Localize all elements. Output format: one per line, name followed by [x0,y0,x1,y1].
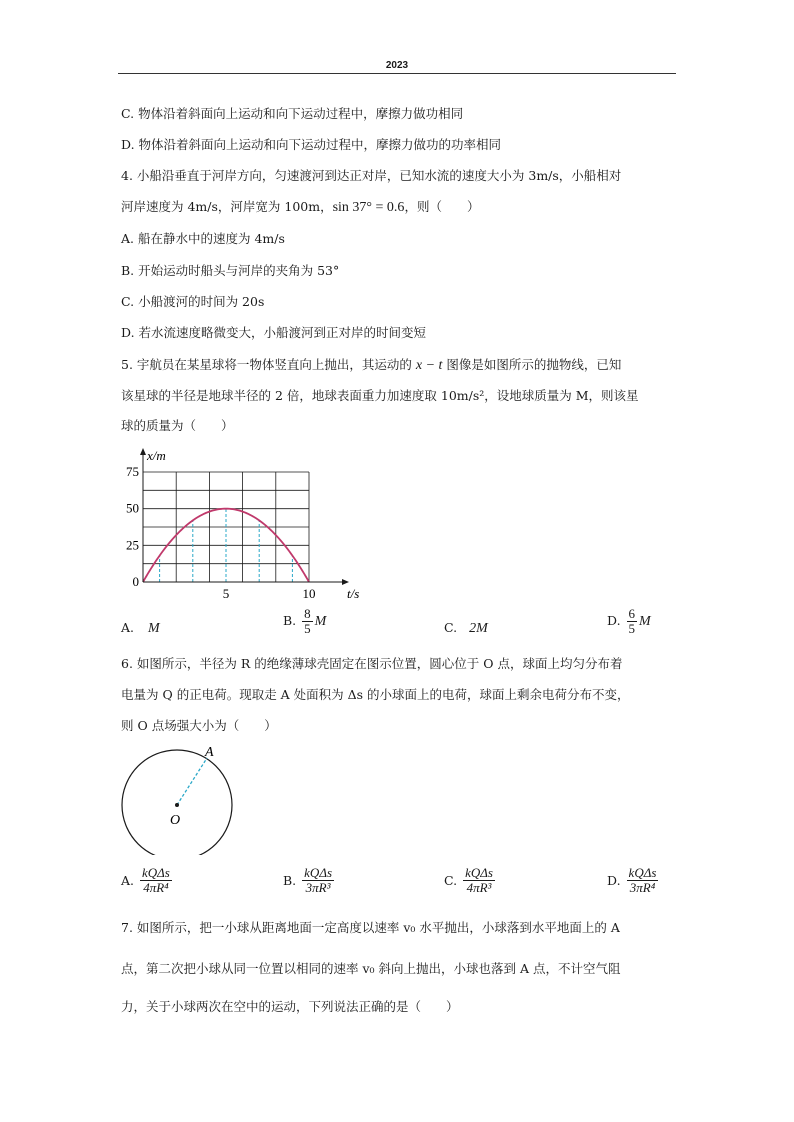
x-axis-arrow [342,579,349,585]
point-a-label: A [205,745,214,760]
x-axis-label: t/s [347,586,360,601]
q3-option-c: C. 物体沿着斜面向上运动和向下运动过程中，摩擦力做功相同 [121,106,464,121]
q7-stem-line3: 力，关于小球两次在空中的运动，下列说法正确的是（ ） [121,999,459,1014]
y-tick-label: 50 [126,500,139,516]
q7-stem-line1: 7. 如图所示，把一小球从距离地面一定高度以速率 v₀ 水平抛出，小球落到水平地面上的 A [121,920,620,935]
sphere-shell [122,750,232,855]
option-value: M [148,621,160,636]
numerator: 8 [304,606,311,621]
option-label: D. [607,613,621,628]
q4-stem-tail: ，则（ ） [404,199,480,214]
header-year: 2023 [385,60,409,71]
q5-stem-line3: 球的质量为（ ） [121,418,234,433]
fraction [463,866,495,895]
q4-stem-line2 [121,199,479,216]
q7-stem-line2: 点，第二次把小球从同一位置以相同的速率 v₀ 斜向上抛出，小球也落到 A 点，不计空气阻 [121,961,621,976]
q4-option-a: A. 船在静水中的速度为 4m/s [121,231,285,246]
q4-option-b: B. 开始运动时船头与河岸的夹角为 53° [121,263,340,278]
q4-stem-text: 河岸速度为 4m/s，河岸宽为 100m， [121,199,333,214]
fraction [627,866,659,895]
numerator: kQΔs [304,865,333,880]
option-label: A. [121,620,135,635]
denominator: 5 [304,621,311,636]
numerator: kQΔs [142,865,170,880]
y-tick-label: 25 [126,537,139,553]
q4-stem-line1: 4. 小船沿垂直于河岸方向，匀速渡河到达正对岸，已知水流的速度大小为 3m/s，小船相对 [121,168,622,183]
option-label: C. [444,620,458,635]
q4-sine-expression: sin 37° = 0.6 [332,200,405,215]
numerator: kQΔs [628,865,657,880]
numerator: kQΔs [465,865,493,880]
q5-option-a [121,620,160,637]
denominator: 3πR⁴ [629,880,656,895]
x-tick-label: 5 [222,586,230,601]
q4-option-d: D. 若水流速度略微变大，小船渡河到正对岸的时间变短 [121,325,427,340]
q4-option-c: C. 小船渡河的时间为 20s [121,294,265,309]
fraction [140,866,172,895]
numerator: 6 [628,606,636,621]
option-label: B. [283,613,297,628]
denominator: 4πR³ [466,880,492,895]
denominator: 4πR⁴ [143,880,169,895]
y-axis-arrow [140,448,146,455]
option-label: D. [607,873,621,888]
x-tick-label: 10 [302,586,316,601]
header-divider [118,73,676,74]
radius-dashed-line [177,758,207,805]
q5-option-d [607,607,651,636]
y-tick-label: 75 [126,464,139,479]
fraction [627,607,638,636]
q5-stem-text: 5. 宇航员在某星球将一物体竖直向上抛出，其运动的 [121,357,416,372]
option-variable: M [314,614,327,629]
option-value: 2M [469,621,488,636]
q6-stem-line1: 6. 如图所示，半径为 R 的绝缘薄球壳固定在图示位置，圆心位于 O 点，球面上均匀分布着 [121,656,623,671]
q6-stem-line2: 电量为 Q 的正电荷。现取走 A 处面积为 Δs 的小球面上的电荷，球面上剩余电荷分布不变， [121,687,630,702]
center-point [175,803,179,807]
q6-option-d [607,866,660,895]
xt-graph [115,440,365,605]
q6-stem-line3: 则 O 点场强大小为（ ） [121,718,277,733]
option-label: B. [283,873,297,888]
q5-stem-line1 [121,357,621,374]
q6-option-b [283,866,336,895]
q6-option-a [121,866,174,895]
center-o-label: O [170,813,181,828]
q5-option-b [283,607,326,636]
fraction [302,607,313,636]
fraction [302,866,334,895]
option-label: C. [444,873,458,888]
y-axis-label: x/m [147,448,166,463]
y-tick-label: 0 [132,574,139,589]
sphere-diagram [118,740,243,855]
denominator: 3πR³ [305,880,331,895]
denominator: 5 [628,621,636,636]
option-variable: M [639,614,651,629]
q5-option-c [444,620,488,637]
q6-option-c [444,866,497,895]
q5-stem-tail: 图像是如图所示的抛物线，已知 [442,357,622,372]
q3-option-d: D. 物体沿着斜面向上运动和向下运动过程中，摩擦力做功的功率相同 [121,137,502,152]
q5-xt-symbol: x − t [415,358,443,373]
q5-stem-line2: 该星球的半径是地球半径的 2 倍，地球表面重力加速度取 10m/s²，设地球质量为 M，则该星 [121,388,639,403]
option-label: A. [121,873,135,888]
